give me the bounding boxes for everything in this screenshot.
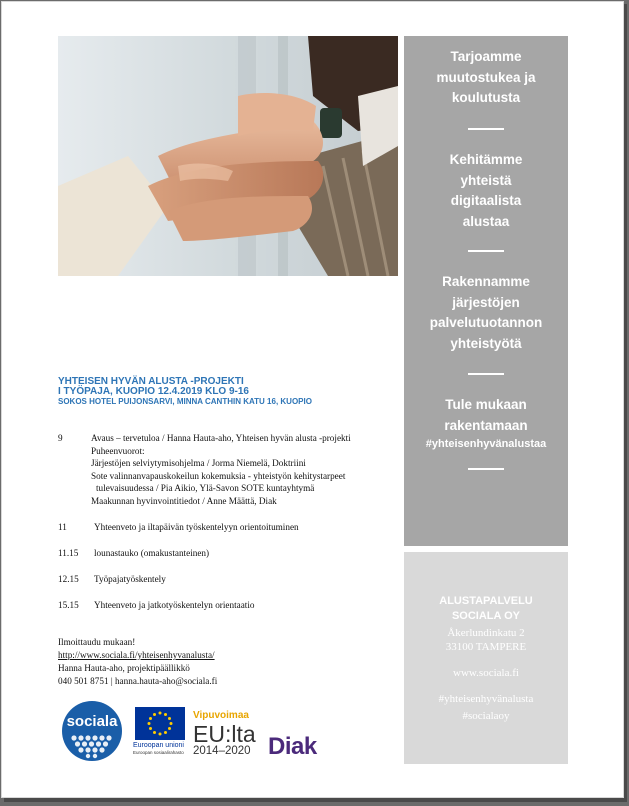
time: 11: [58, 522, 67, 532]
service-block-3: [412, 272, 560, 354]
agenda-item: Puheenvuorot:: [91, 446, 145, 456]
service-text: Tarjoamme: [450, 49, 522, 64]
service-text: yhteistyötä: [450, 335, 522, 351]
agenda-item: tulevaisuudessa / Pia Aikio, Ylä-Savon SOTE kuntayhtymä: [96, 483, 315, 493]
time: 9: [58, 433, 63, 443]
event-date: I TYÖPAJA, KUOPIO 12.4.2019 KLO 9-16: [58, 386, 249, 397]
time: 12.15: [58, 574, 79, 584]
service-block-2: [412, 150, 560, 232]
service-text: palvelutuotannon: [429, 315, 543, 330]
contact-details: 040 501 8751 | hanna.hauta-aho@sociala.fi: [58, 676, 218, 686]
service-text: Rakennamme: [442, 274, 530, 289]
time: 11.15: [58, 548, 79, 558]
service-text: rakentamaan: [444, 417, 528, 433]
org-name: ALUSTAPALVELU: [439, 595, 533, 607]
service-text: Tule mukaan: [445, 397, 527, 412]
esf-label: Euroopan sosiaalirahasto: [133, 750, 184, 755]
sociala-logo-graphic: [58, 700, 126, 762]
project-title: YHTEISEN HYVÄN ALUSTA -PROJEKTI: [58, 376, 244, 387]
agenda-item: Työpajatyöskentely: [94, 574, 166, 584]
divider: [468, 250, 504, 252]
address: Åkerlundinkatu 2: [447, 627, 525, 639]
event-location: SOKOS HOTEL PUIJONSARVI, MINNA CANTHIN KATU 16, KUOPIO: [58, 397, 312, 406]
eulta-logo: EU:lta: [193, 721, 256, 747]
diak-logo: Diak: [268, 733, 317, 760]
agenda-item: lounastauko (omakustanteinen): [94, 548, 210, 558]
eu-flag: [135, 707, 185, 740]
address: 33100 TAMPERE: [445, 641, 527, 653]
hashtag: #yhteisenhyvänalusta: [438, 693, 534, 705]
website[interactable]: www.sociala.fi: [453, 667, 519, 679]
contact-box: [404, 552, 568, 764]
contact-person: Hanna Hauta-aho, projektipäällikkö: [58, 663, 190, 673]
divider: [468, 128, 504, 130]
sociala-logo: [58, 700, 126, 762]
agenda-item: Yhteenveto ja jatkotyöskentelyn orientaatio: [94, 600, 255, 610]
service-text: muutostukea ja: [436, 69, 536, 85]
agenda-item: Maakunnan hyvinvointitiedot / Anne Määttä, Diak: [91, 496, 277, 506]
agenda-item: Avaus – tervetuloa / Hanna Hauta-aho, Yhteisen hyvän alusta -projekti: [91, 433, 351, 443]
agenda-item: Sote valinnanvapauskokeilun kokemuksia - yhteistyön kehitystarpeet: [91, 471, 346, 481]
agenda-item: Järjestöjen selviytymisohjelma / Jorma Niemelä, Doktriini: [91, 458, 306, 468]
service-text: järjestöjen: [452, 294, 520, 310]
hashtag: #socialaoy: [462, 710, 510, 722]
eu-stars: [135, 707, 185, 740]
hands-illustration: [58, 36, 398, 276]
service-text: alustaa: [462, 213, 510, 229]
vipuvoimaa-label: Vipuvoimaa: [193, 710, 249, 721]
service-block-4: [412, 395, 560, 452]
signup-heading: Ilmoittaudu mukaan!: [58, 637, 136, 647]
service-text: Kehitämme: [449, 152, 523, 167]
signup-link[interactable]: http://www.sociala.fi/yhteisenhyvanalusta/: [58, 650, 215, 660]
divider: [468, 373, 504, 375]
hashtag: #yhteisenhyvänalustaa: [425, 438, 547, 450]
service-block-1: [412, 47, 560, 109]
eu-label: Euroopan unioni: [133, 742, 184, 749]
hands-photo: [58, 36, 398, 276]
org-name: SOCIALA OY: [451, 610, 521, 622]
sociala-wordmark: sociala: [66, 713, 118, 730]
services-sidebar: [404, 36, 568, 546]
service-text: digitaalista: [450, 193, 522, 208]
agenda-item: Yhteenveto ja iltapäivän työskentelyyn orientoituminen: [94, 522, 299, 532]
service-text: yhteistä: [460, 172, 512, 188]
divider: [468, 468, 504, 470]
time: 15.15: [58, 600, 79, 610]
service-text: koulutusta: [451, 90, 521, 105]
program-years: 2014–2020: [193, 745, 251, 757]
